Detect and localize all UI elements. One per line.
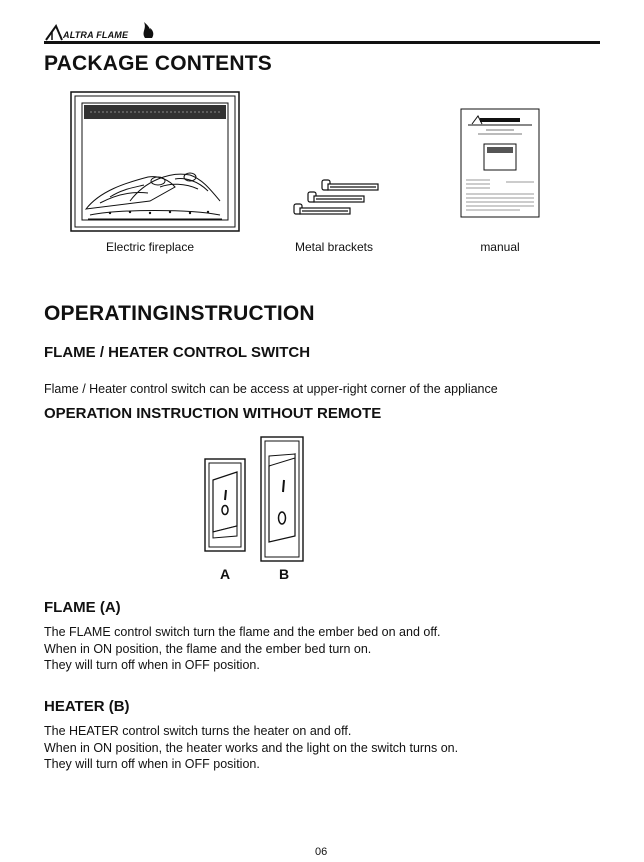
flame-line-3: They will turn off when in OFF position. [44, 658, 260, 673]
heater-heading: HEATER (B) [44, 698, 130, 715]
heater-line-1: The HEATER control switch turns the heater on and off. [44, 724, 352, 738]
without-remote-heading: OPERATION INSTRUCTION WITHOUT REMOTE [44, 405, 382, 422]
item-label-fireplace: Electric fireplace [105, 240, 195, 254]
switch-label-a: A [220, 566, 231, 582]
item-label-brackets: Metal brackets [294, 240, 374, 254]
package-contents-title: PACKAGE CONTENTS [44, 52, 272, 75]
heater-line-3: They will turn off when in OFF position. [44, 757, 260, 772]
brand-name: ALTRA FLAME [63, 30, 129, 40]
header-rule [44, 41, 600, 44]
fireplace-illustration [70, 91, 240, 237]
flame-switch-a-illustration [204, 458, 246, 557]
metal-brackets-illustration [292, 176, 384, 229]
flame-heading: FLAME (A) [44, 599, 121, 616]
flame-line-2: When in ON position, the flame and the ember bed turn on. [44, 641, 372, 656]
flame-text [44, 624, 441, 674]
heater-line-2: When in ON position, the heater works and the light on the switch turns on. [44, 740, 459, 755]
page-number: 06 [315, 846, 328, 858]
heater-switch-b-illustration [260, 436, 304, 567]
operating-instruction-title: OPERATINGINSTRUCTION [44, 302, 315, 325]
heater-text [44, 723, 458, 773]
item-label-manual: manual [480, 240, 520, 254]
control-switch-text: Flame / Heater control switch can be access at upper-right corner of the appliance [44, 382, 498, 396]
switch-label-b: B [279, 566, 290, 582]
control-switch-heading: FLAME / HEATER CONTROL SWITCH [44, 344, 311, 361]
flame-line-1: The FLAME control switch turn the flame and the ember bed on and off. [44, 625, 441, 639]
manual-illustration [460, 108, 540, 223]
